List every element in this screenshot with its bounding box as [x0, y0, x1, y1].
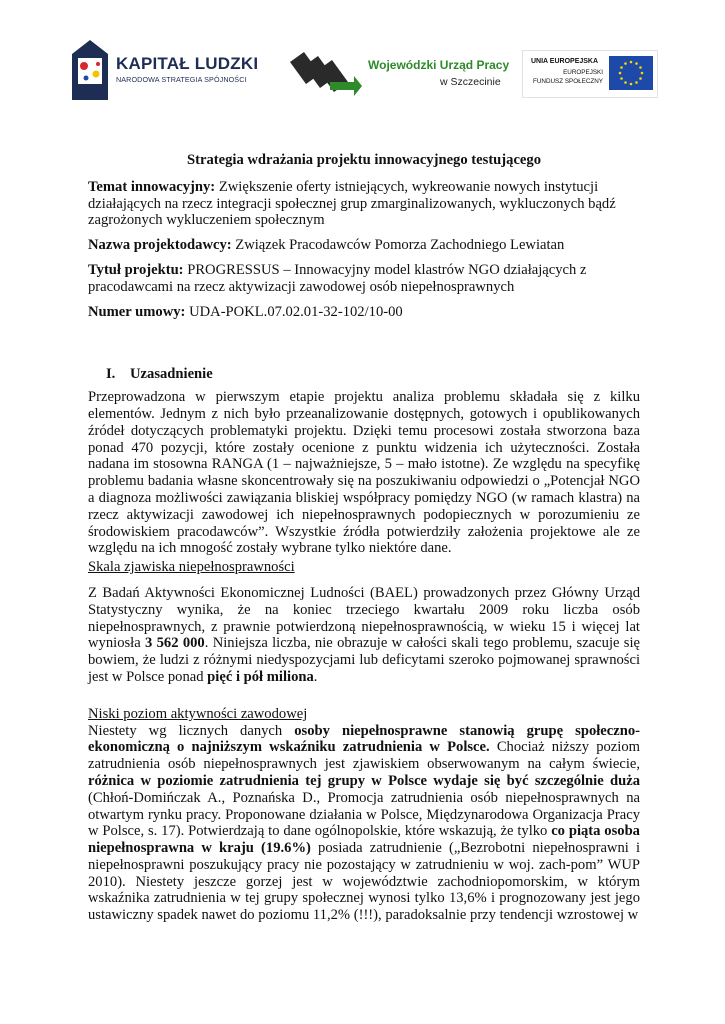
wup-logo — [290, 52, 510, 102]
kapital-ludzki-subtitle: NARODOWA STRATEGIA SPÓJNOŚCI — [116, 75, 247, 84]
project-title-value: PROGRESSUS – Innowacyjny model klastrów NGO działających z pracodawcami na rzecz aktywizacji zawodowej osób niepełnosprawnych — [88, 261, 587, 295]
contract-label: Numer umowy: — [88, 303, 186, 320]
eu-flag-icon — [609, 56, 653, 90]
wup-stripes-icon — [290, 52, 362, 96]
applicant-row — [88, 237, 640, 254]
eu-logo — [522, 50, 658, 98]
activity-text-2: Chociaż niższy poziom zatrudnienia osób niepełnosprawnych jest zjawiskiem obserwowanym na całym świecie, — [88, 739, 640, 773]
project-title-row — [88, 262, 640, 296]
wup-title: Wojewódzki Urząd Pracy — [368, 58, 510, 72]
eu-fund-line2: FUNDUSZ SPOŁECZNY — [533, 78, 603, 85]
kapital-ludzki-emblem-icon — [72, 40, 108, 100]
activity-bold-3: co piąta osoba niepełnosprawna w kraju (19.6%) — [88, 823, 640, 857]
scale-number: 3 562 000 — [145, 635, 205, 652]
topic-value: Zwiększenie oferty istniejących, wykreowanie nowych instytucji działających na rzecz integracji społecznej grup zmarginalizowanych, wykluczonych bądź zagrożonych wykluczeniem społecznym — [88, 178, 616, 229]
topic-label: Temat innowacyjny: — [88, 178, 216, 195]
activity-text-3: (Chłoń-Domińczak A., Poznańska D., Promocja zatrudnienia osób niepełnosprawnych na otwartym rynku pracy. Proponowane działania w Polsce, Międzynarodowa Organizacja Pracy w Polsce, s. 17). Potwierdzają to dane ogólnopolskie, które wskazują, że tylko — [88, 789, 640, 840]
page-header — [0, 0, 725, 120]
topic-row — [88, 179, 640, 229]
contract-row — [88, 304, 640, 321]
scale-highlight: pięć i pół miliona — [207, 668, 314, 685]
activity-text-1: Niestety wg licznych danych — [88, 722, 295, 739]
paragraph-activity — [88, 723, 640, 925]
project-title-label: Tytuł projektu: — [88, 261, 184, 278]
kapital-ludzki-title: KAPITAŁ LUDZKI — [116, 54, 259, 73]
section-title: Uzasadnienie — [130, 366, 213, 383]
paragraph-scale — [88, 585, 640, 686]
eu-title: UNIA EUROPEJSKA — [531, 58, 599, 65]
section-heading — [106, 366, 640, 383]
applicant-label: Nazwa projektodawcy: — [88, 237, 232, 254]
document-body — [88, 152, 640, 924]
wup-subtitle: w Szczecinie — [440, 76, 501, 88]
activity-text-4: posiada zatrudnienie („Bezrobotni niepełnosprawni i niepełnosprawni poszukujący pracy nie pozostający w zatrudnieniu w woj. zach-pom” WUP 2010). Niestety jeszcze gorzej jest w województwie zachodniopomorskim, w którym wskaźnika zatrudnienia w tej grupy społecznej wynosi tylko 13,6% i prognozowany jest jego ustawiczny spadek nawet do poziomu 11,2% (!!!), paradoksalnie przy tendencji wzrostowej w — [88, 840, 641, 924]
paragraph-analysis: Przeprowadzona w pierwszym etapie projektu analiza problemu składała się z kilku elementów. Jednym z nich było przeanalizowanie dostępnych, gotowych i opublikowanych źródeł dotyczących problematyki projektu. Dzięki temu procesowi została stworzona baza ponad 470 pozycji, które zostały ocenione z punktu widzenia ich użyteczności. Została nadana im stosowna RANGA (1 – najważniejsze, 5 – mało istotne). Ze względu na specyfikę problemu badania własne skoncentrowały się na poszukiwaniu odpowiedzi o „Potencjał NGO a diagnoza możliwości zawiązania bliskiej współpracy pomiędzy NGO (w ramach klastra) na rzecz aktywizacji zawodowej ich niepełnosprawnych podopiecznych w porozumieniu ze środowiskiem pracodawców”. Wszystkie źródła potwierdziły założenia projektowe ale ze względu na ich mnogość zostały wybrane tylko niektóre dane. — [88, 389, 640, 557]
activity-bold-1: osoby niepełnosprawne stanowią grupę społeczno-ekonomiczną o najniższym wskaźniku zatrudnienia w Polsce. — [88, 722, 640, 756]
section-number: I. — [106, 366, 116, 383]
scale-text-1: Z Badań Aktywności Ekonomicznej Ludności (BAEL) prowadzonych przez Główny Urząd Statystyczny wynika, że na koniec trzeciego kwartału 2009 roku liczba osób niepełnosprawnych, z prawnie potwierdzoną niepełnosprawnością, w wieku 15 i więcej lat wyniosła — [88, 584, 640, 652]
eu-fund-line1: EUROPEJSKI — [563, 69, 603, 76]
activity-bold-2: różnica w poziomie zatrudnienia tej grupy w Polsce wydaje się być szczególnie duża — [88, 772, 640, 789]
document-title: Strategia wdrażania projektu innowacyjnego testującego — [187, 152, 541, 168]
applicant-value: Związek Pracodawców Pomorza Zachodniego Lewiatan — [235, 237, 565, 254]
subheading-activity: Niski poziom aktywności zawodowej — [88, 705, 308, 722]
scale-text-3: . — [313, 668, 318, 685]
kapital-ludzki-logo — [72, 40, 262, 102]
subheading-scale: Skala zjawiska niepełnosprawności — [88, 559, 295, 576]
contract-value: UDA-POKL.07.02.01-32-102/10-00 — [189, 303, 403, 320]
project-info — [88, 179, 640, 321]
scale-text-2: . Niniejsza liczba, nie obrazuje w całości skali tego problemu, szacuje się bowiem, że ludzi z różnymi niedyspozycjami lub deficytami szeroko pojmowanej sprawności jest w Polsce ponad — [88, 635, 640, 685]
